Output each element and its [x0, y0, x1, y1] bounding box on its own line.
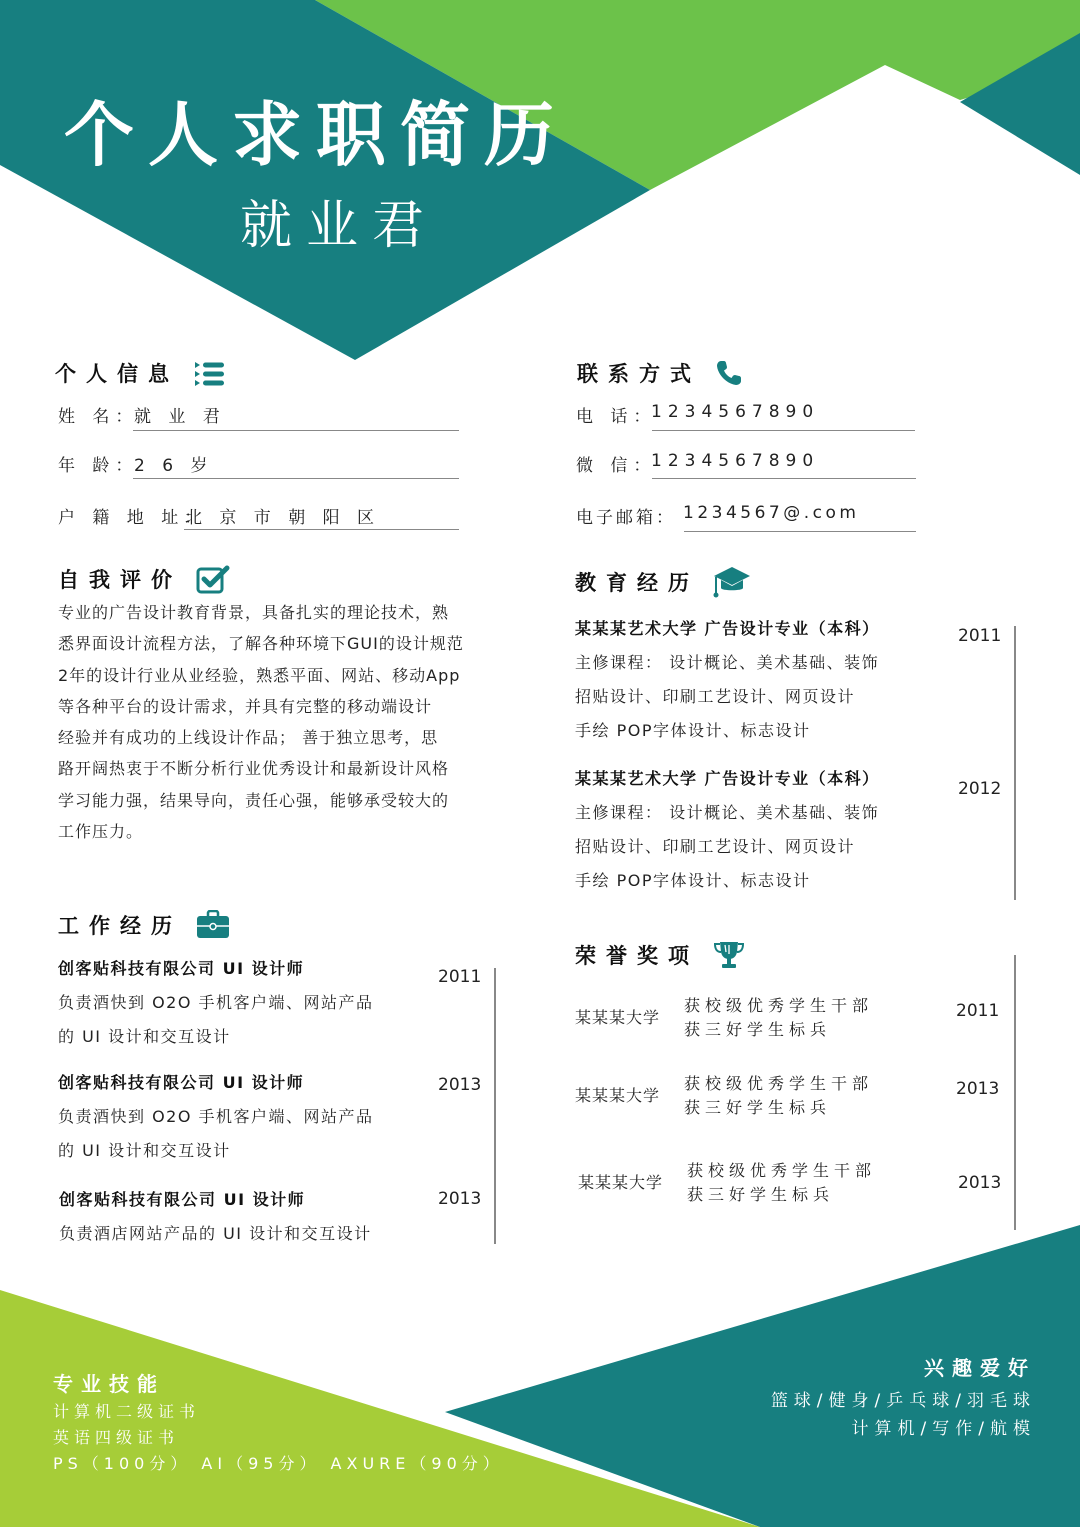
- work-year: 2011: [438, 967, 482, 987]
- entry-title: 某某某艺术大学 广告设计专业（本科）: [575, 619, 880, 638]
- work-year: 2013: [438, 1189, 482, 1209]
- hobby-line: 计算机/写作/航模: [851, 1419, 1036, 1439]
- work-timeline: [494, 968, 496, 1244]
- honor-school: 某某某大学: [575, 1008, 661, 1027]
- underline: [184, 529, 459, 530]
- honor-school: 某某某大学: [575, 1086, 661, 1105]
- honor-line: 获校级优秀学生干部: [684, 1074, 874, 1093]
- field-label: 电 话：: [576, 407, 657, 427]
- personal-info-heading-text: 个人信息: [55, 362, 179, 386]
- field-value: 1234567890: [651, 402, 820, 422]
- entry-title: 创客贴科技有限公司 UI 设计师: [59, 1190, 306, 1209]
- education-entry: [575, 616, 880, 741]
- work-entry: [58, 1070, 374, 1161]
- entry-line: 手绘 POP字体设计、标志设计: [575, 871, 811, 890]
- underline: [133, 478, 459, 479]
- entry-line: 招贴设计、印刷工艺设计、网页设计: [575, 687, 856, 706]
- entry-line: 的 UI 设计和交互设计: [58, 1027, 231, 1046]
- hobbies-heading: 兴趣爱好: [924, 1356, 1036, 1380]
- underline: [133, 430, 459, 431]
- honor-line: 获三好学生标兵: [687, 1185, 835, 1204]
- underline: [652, 430, 915, 431]
- honor-year: 2013: [958, 1173, 1002, 1193]
- field-value: 1234567@.com: [683, 503, 860, 523]
- education-heading: [575, 565, 751, 599]
- skill-item: 计算机二级证书: [53, 1402, 201, 1421]
- text-line: 经验并有成功的上线设计作品； 善于独立思考，思: [58, 728, 439, 748]
- text-line: 路开阔热衷于不断分析行业优秀设计和最新设计风格: [58, 759, 450, 779]
- skills-heading: 专业技能: [53, 1372, 165, 1396]
- honors-timeline: [1014, 955, 1016, 1230]
- entry-line: 负责酒快到 O2O 手机客户端、网站产品: [58, 1107, 374, 1126]
- entry-title: 某某某艺术大学 广告设计专业（本科）: [575, 769, 880, 788]
- work-heading-text: 工作经历: [58, 914, 182, 938]
- personal-info-name-row: [58, 402, 226, 427]
- honor-line: 获三好学生标兵: [684, 1098, 832, 1117]
- honor-description: [684, 994, 873, 1042]
- text-line: 悉界面设计流程方法，了解各种环境下GUI的设计规范: [58, 634, 464, 654]
- honor-line: 获校级优秀学生干部: [684, 996, 874, 1015]
- contact-email-row: [576, 503, 860, 528]
- entry-line: 主修课程： 设计概论、美术基础、装饰: [575, 653, 880, 672]
- graduation-cap-icon: [713, 565, 751, 599]
- field-label: 户 籍 地 址：: [58, 508, 208, 528]
- honor-year: 2013: [956, 1079, 1000, 1099]
- underline: [684, 531, 916, 532]
- honor-line: 获三好学生标兵: [684, 1020, 832, 1039]
- field-label: 电子邮箱：: [576, 508, 676, 528]
- field-label: 微 信：: [576, 456, 657, 476]
- field-label: 年 龄：: [58, 456, 139, 476]
- honor-school: 某某某大学: [578, 1173, 664, 1192]
- self-evaluation-heading-text: 自我评价: [58, 568, 182, 592]
- work-heading: [58, 910, 230, 940]
- underline: [652, 478, 916, 479]
- entry-title: 创客贴科技有限公司 UI 设计师: [58, 1073, 305, 1092]
- text-line: 等各种平台的设计需求，并具有完整的移动端设计: [58, 696, 433, 716]
- entry-line: 招贴设计、印刷工艺设计、网页设计: [575, 837, 856, 856]
- skills-section: [53, 1368, 504, 1477]
- resume-title: 个人求职简历: [64, 94, 568, 176]
- entry-line: 主修课程： 设计概论、美术基础、装饰: [575, 803, 880, 822]
- education-year: 2011: [958, 626, 1002, 646]
- entry-line: 手绘 POP字体设计、标志设计: [575, 721, 811, 740]
- text-line: 工作压力。: [58, 822, 144, 842]
- self-evaluation-heading: [58, 564, 230, 594]
- contact-heading-text: 联系方式: [577, 362, 701, 386]
- skill-item: PS（100分） AI（95分） AXURE（90分）: [53, 1454, 504, 1473]
- entry-line: 的 UI 设计和交互设计: [58, 1141, 231, 1160]
- education-entry: [575, 766, 880, 891]
- list-icon: [193, 359, 225, 387]
- contact-wechat-row: [576, 451, 820, 476]
- field-value: 2 6 岁: [134, 456, 214, 476]
- text-line: 学习能力强，结果导向，责任心强，能够承受较大的: [58, 790, 450, 810]
- entry-title: 创客贴科技有限公司 UI 设计师: [58, 959, 305, 978]
- self-evaluation-text: [58, 597, 464, 847]
- briefcase-icon: [196, 910, 230, 940]
- field-value: 北 京 市 朝 阳 区: [185, 508, 381, 528]
- contact-phone-row: [576, 402, 820, 427]
- education-timeline: [1014, 626, 1016, 900]
- contact-heading: [577, 358, 743, 388]
- honor-description: [687, 1159, 876, 1207]
- checkbox-icon: [196, 564, 230, 594]
- honor-year: 2011: [956, 1001, 1000, 1021]
- field-label: 姓 名：: [58, 407, 139, 427]
- honors-heading: [575, 940, 745, 970]
- text-line: 专业的广告设计教育背景，具备扎实的理论技术，熟: [58, 603, 450, 622]
- entry-line: 负责酒快到 O2O 手机客户端、网站产品: [58, 993, 374, 1012]
- field-value: 就 业 君: [134, 407, 226, 427]
- entry-line: 负责酒店网站产品的 UI 设计和交互设计: [59, 1224, 372, 1243]
- candidate-name: 就业君: [240, 196, 439, 256]
- education-year: 2012: [958, 779, 1002, 799]
- work-year: 2013: [438, 1075, 482, 1095]
- personal-info-heading: [55, 358, 225, 388]
- honor-line: 获校级优秀学生干部: [687, 1161, 877, 1180]
- hobby-line: 篮球/健身/乒乓球/羽毛球: [770, 1391, 1036, 1411]
- personal-info-age-row: [58, 451, 214, 476]
- education-heading-text: 教育经历: [575, 571, 699, 595]
- trophy-icon: [713, 940, 745, 970]
- honors-heading-text: 荣誉奖项: [575, 944, 699, 968]
- personal-info-hometown-row: [58, 503, 381, 528]
- work-entry: [58, 956, 374, 1047]
- hobbies-section: [771, 1352, 1036, 1443]
- skill-item: 英语四级证书: [53, 1428, 180, 1447]
- honor-description: [684, 1072, 873, 1120]
- text-line: 2年的设计行业从业经验，熟悉平面、网站、移动App: [58, 665, 461, 685]
- phone-icon: [715, 359, 743, 387]
- work-entry: [59, 1187, 372, 1244]
- field-value: 1234567890: [651, 451, 820, 471]
